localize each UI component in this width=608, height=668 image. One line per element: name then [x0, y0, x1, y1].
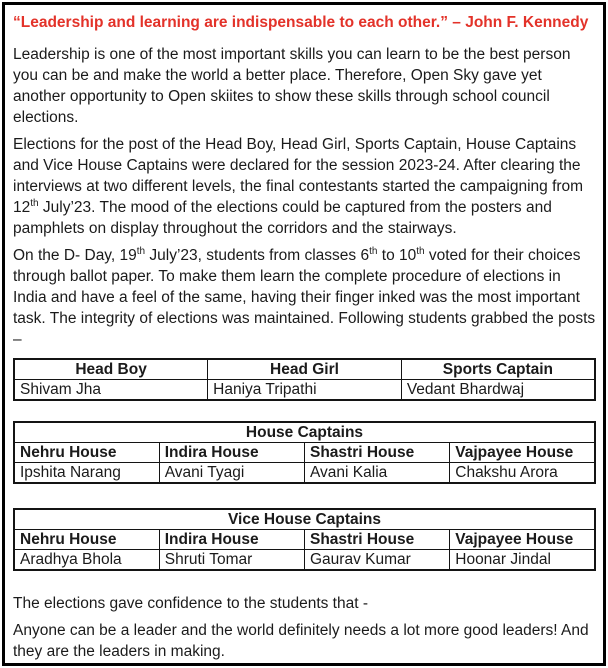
data-cell-head-girl: Haniya Tripathi: [208, 380, 402, 401]
ordinal-superscript: th: [369, 245, 378, 257]
data-cell-nehru: Ipshita Narang: [14, 463, 159, 484]
text-segment: Elections for the post of the Head Boy, Head Girl, Sports Captain, House Captains and Vice House Captains were declared for the session 2023-24. After clearing the interviews at two different levels, the final contestants started the campaigning from 12: [13, 136, 584, 216]
data-cell-indira: Shruti Tomar: [159, 550, 304, 571]
ordinal-superscript: th: [416, 245, 425, 257]
header-cell-nehru: Nehru House: [14, 443, 159, 463]
data-cell-nehru: Aradhya Bhola: [14, 550, 159, 571]
quote-heading: “Leadership and learning are indispensable to each other.” – John F. Kennedy: [13, 14, 589, 31]
header-cell-nehru: Nehru House: [14, 530, 159, 550]
paragraph-declaration: [13, 134, 596, 239]
table-house-captains: [13, 421, 596, 484]
table-title-row: [14, 509, 595, 530]
closing-statement: The elections gave confidence to the students that -: [13, 595, 369, 612]
header-cell-head-boy: Head Boy: [14, 359, 208, 380]
data-cell-head-boy: Shivam Jha: [14, 380, 208, 401]
closing-message: Anyone can be a leader and the world definitely needs a lot more good leaders! And they are the leaders in making.: [13, 622, 589, 660]
data-cell-shastri: Gaurav Kumar: [305, 550, 450, 571]
ordinal-superscript: th: [136, 245, 146, 257]
table-title-house-captains: House Captains: [14, 422, 595, 443]
header-cell-shastri: Shastri House: [305, 443, 450, 463]
header-cell-shastri: Shastri House: [305, 530, 450, 550]
header-cell-sports-captain: Sports Captain: [401, 359, 595, 380]
table-row: [14, 463, 595, 484]
paragraph-voting-day: [13, 245, 596, 350]
table-header-row: [14, 359, 595, 380]
data-cell-shastri: Avani Kalia: [305, 463, 450, 484]
header-cell-vajpayee: Vajpayee House: [450, 530, 595, 550]
header-cell-indira: Indira House: [159, 530, 304, 550]
text-segment: On the D- Day, 19: [13, 247, 137, 264]
table-head-posts: [13, 358, 596, 401]
header-cell-indira: Indira House: [159, 443, 304, 463]
text-segment: July’23, students from classes 6: [145, 247, 370, 264]
header-cell-vajpayee: Vajpayee House: [450, 443, 595, 463]
table-vice-house-captains: [13, 508, 596, 571]
table-header-row: [14, 530, 595, 550]
paragraph-intro: Leadership is one of the most important skills you can learn to be the best person you can be and make the world a better place. Therefore, Open Sky gave yet another opportunity to Open skiites to show these skills through school council elections.: [13, 46, 571, 126]
table-title-row: [14, 422, 595, 443]
data-cell-indira: Avani Tyagi: [159, 463, 304, 484]
table-title-vice-house-captains: Vice House Captains: [14, 509, 595, 530]
data-cell-sports-captain: Vedant Bhardwaj: [401, 380, 595, 401]
text-segment: voted for their choices through ballot paper. To make them learn the complete procedure of elections in India and have a feel of the same, having their finger inked was the most important task. The integrity of elections was maintained. Following students grabbed the posts –: [13, 247, 596, 348]
header-cell-head-girl: Head Girl: [208, 359, 402, 380]
data-cell-vajpayee: Chakshu Arora: [450, 463, 595, 484]
ordinal-superscript: th: [30, 197, 39, 209]
table-row: [14, 380, 595, 401]
document-page: [2, 2, 606, 666]
table-header-row: [14, 443, 595, 463]
text-segment: July’23. The mood of the elections could be captured from the posters and pamphlets on display throughout the corridors and the stairways.: [13, 199, 552, 237]
text-segment: to 10: [377, 247, 417, 264]
data-cell-vajpayee: Hoonar Jindal: [450, 550, 595, 571]
table-row: [14, 550, 595, 571]
